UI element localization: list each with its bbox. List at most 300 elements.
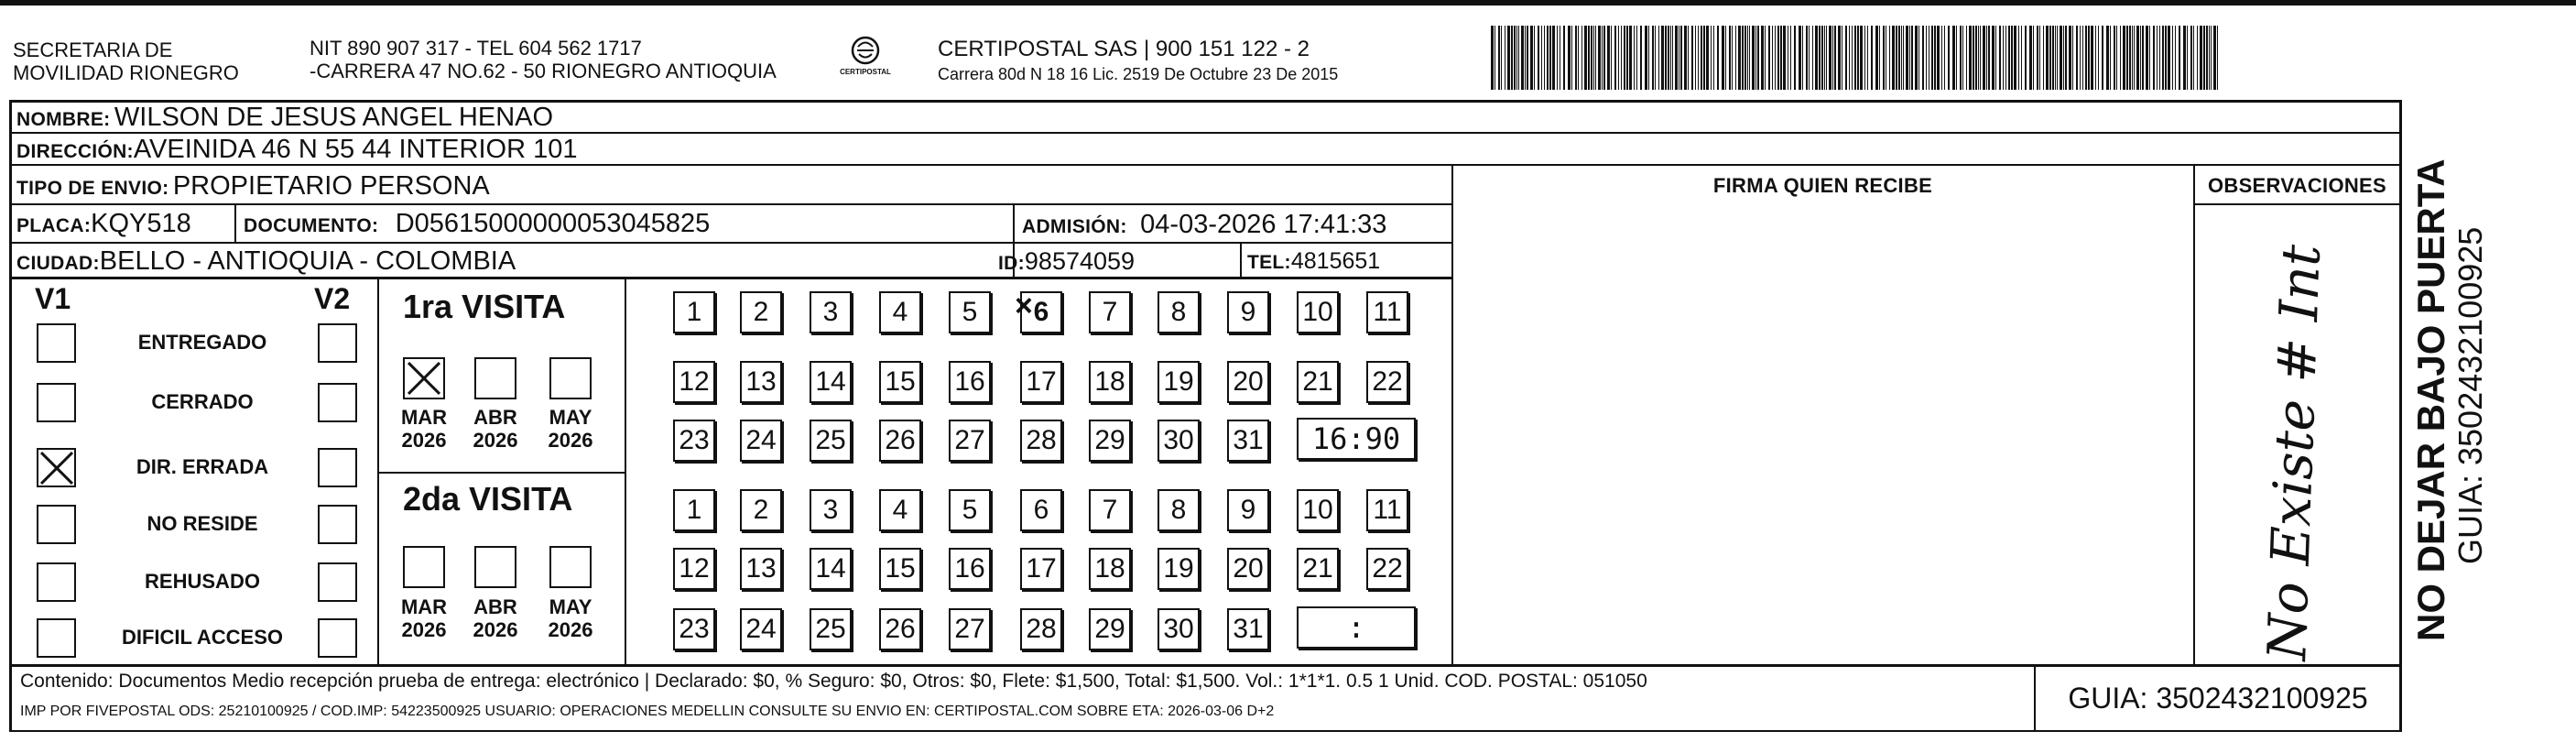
- day-number: 26: [885, 614, 916, 644]
- day-number: 13: [745, 366, 777, 397]
- barcode-bar: [1738, 26, 1741, 90]
- day-number: 3: [822, 495, 839, 525]
- barcode-bar: [1701, 26, 1702, 90]
- barcode-bar: [2200, 26, 2202, 90]
- id-label: ID:: [998, 253, 1025, 274]
- barcode-bar: [1931, 26, 1933, 90]
- month-sep-line: [625, 278, 626, 666]
- status-v2-checkbox[interactable]: [318, 323, 357, 363]
- visit2-day-box[interactable]: [1366, 548, 1408, 590]
- visit2-day-box[interactable]: [1020, 548, 1062, 590]
- visit1-day-box[interactable]: [810, 291, 852, 333]
- barcode-bar: [1755, 26, 1756, 90]
- barcode-bar: [1717, 26, 1719, 90]
- visit1-day-box[interactable]: [949, 291, 991, 333]
- address-label: DIRECCIÓN:: [16, 141, 134, 162]
- observations-left-line: [2193, 166, 2195, 666]
- status-label: DIFICIL ACCESO: [121, 626, 283, 649]
- barcode-bar: [2193, 26, 2194, 90]
- visit2-day-box[interactable]: [1089, 608, 1131, 650]
- visit1-day-box[interactable]: [673, 420, 715, 462]
- visit2-day-box[interactable]: [879, 608, 921, 650]
- status-v2-checkbox[interactable]: [318, 383, 357, 422]
- visit2-day-box[interactable]: [879, 489, 921, 531]
- box-bottom-line: [9, 730, 2401, 732]
- visit2-month-label: [538, 595, 603, 641]
- admission-label: ADMISIÓN:: [1022, 216, 1127, 237]
- status-v2-checkbox[interactable]: [318, 505, 357, 544]
- day-number: 7: [1102, 495, 1118, 525]
- visit1-day-box[interactable]: [810, 420, 852, 462]
- barcode-bar: [1960, 26, 1962, 90]
- visit2-month-checkbox[interactable]: [549, 546, 592, 588]
- barcode-bar: [2168, 26, 2170, 90]
- barcode-bar: [1898, 26, 1900, 90]
- visit2-day-box[interactable]: [1366, 489, 1408, 531]
- barcode-bar: [1584, 26, 1587, 90]
- barcode-bar: [1713, 26, 1714, 90]
- visit1-day-box[interactable]: [1297, 361, 1339, 403]
- barcode-bar: [2134, 26, 2135, 90]
- visit1-day-box[interactable]: [1227, 291, 1269, 333]
- visit2-day-box[interactable]: [740, 548, 782, 590]
- visit2-day-box[interactable]: [1158, 548, 1200, 590]
- barcode-bar: [1966, 26, 1967, 90]
- visit1-day-box[interactable]: [1089, 420, 1131, 462]
- barcode-bar: [2046, 26, 2049, 90]
- barcode-bar: [1824, 26, 1825, 90]
- day-number: 14: [815, 366, 846, 397]
- barcode-bar: [1557, 26, 1558, 90]
- barcode-bar: [2179, 26, 2180, 90]
- visit2-day-box[interactable]: [673, 608, 715, 650]
- plate-value: KQY518: [91, 209, 191, 238]
- barcode-bar: [1652, 26, 1654, 90]
- day-number: 5: [962, 297, 978, 327]
- visit2-day-box[interactable]: [949, 489, 991, 531]
- barcode-bar: [2159, 26, 2160, 90]
- top-border: [0, 0, 2576, 5]
- barcode-bar: [2029, 26, 2032, 90]
- visit1-day-box[interactable]: [1366, 361, 1408, 403]
- barcode-bar: [1670, 26, 1671, 90]
- barcode-bar: [1624, 26, 1625, 90]
- barcode-bar: [1790, 26, 1791, 90]
- barcode-bar: [1745, 26, 1746, 90]
- visit1-day-box[interactable]: [1158, 420, 1200, 462]
- barcode-bar: [2008, 26, 2010, 90]
- barcode-bar: [1812, 26, 1813, 90]
- day-number: 14: [815, 553, 846, 584]
- barcode-bar: [1725, 26, 1726, 90]
- barcode-bar: [2106, 26, 2109, 90]
- barcode-bar: [2209, 26, 2210, 90]
- barcode-bar: [1911, 26, 1913, 90]
- visit1-day-box[interactable]: [740, 420, 782, 462]
- visit1-day-box[interactable]: [1015, 289, 1062, 333]
- barcode-bar: [2018, 26, 2019, 90]
- barcode-bar: [1575, 26, 1577, 90]
- barcode-bar: [1934, 26, 1936, 90]
- visit1-day-box[interactable]: [673, 361, 715, 403]
- day-number: 18: [1094, 366, 1125, 397]
- visit2-day-box[interactable]: [1227, 489, 1269, 531]
- barcode-bar: [1821, 26, 1823, 90]
- barcode-bar: [1511, 26, 1513, 90]
- barcode-bar: [1698, 26, 1699, 90]
- barcode-bar: [1598, 26, 1601, 90]
- barcode-bar: [2085, 26, 2087, 90]
- month-name: MAY: [549, 406, 592, 429]
- visit1-day-box[interactable]: [1089, 361, 1131, 403]
- company-line: CERTIPOSTAL SAS | 900 151 122 - 2: [938, 37, 1310, 61]
- barcode-bar: [2014, 26, 2016, 90]
- barcode-bar: [1969, 26, 1972, 90]
- barcode-bar: [1867, 26, 1868, 90]
- barcode-bar: [1864, 26, 1865, 90]
- status-v1-checkbox[interactable]: [37, 383, 76, 422]
- plate-sep-line: [234, 205, 236, 244]
- barcode-bar: [1780, 26, 1782, 90]
- barcode-bar: [1777, 26, 1779, 90]
- status-label: ENTREGADO: [137, 331, 267, 354]
- barcode-bar: [1593, 26, 1594, 90]
- day-number: 28: [1026, 425, 1057, 455]
- barcode-bar: [1854, 26, 1856, 90]
- barcode-bar: [1645, 26, 1647, 90]
- side-guia: GUIA: 3502432100925: [2451, 226, 2489, 564]
- visit1-day-box[interactable]: [1158, 291, 1200, 333]
- day-number: 16: [954, 366, 985, 397]
- barcode-bar: [2140, 26, 2141, 90]
- visit1-day-box[interactable]: [1020, 420, 1062, 462]
- visit2-day-box[interactable]: [949, 548, 991, 590]
- status-v1-checkbox[interactable]: [37, 505, 76, 544]
- barcode-bar: [1834, 26, 1836, 90]
- barcode-bar: [1703, 26, 1705, 90]
- barcode-bar: [1602, 26, 1603, 90]
- visit2-day-box[interactable]: [1020, 489, 1062, 531]
- day-number: 5: [962, 495, 978, 525]
- city-row: [16, 246, 516, 281]
- visit2-day-box[interactable]: [1297, 548, 1339, 590]
- visit2-day-box[interactable]: [1158, 489, 1200, 531]
- barcode-bar: [1799, 26, 1801, 90]
- footer-content-line: Contenido: Documentos Medio recepción prueba de entrega: electrónico | Declarado: $0, % Seguro: $0, Otros: $0, Flete: $1,500, Total: $1,500. Vol.: 1*1*1. 0.5 1 Unid. COD. POSTAL: 051050: [20, 671, 1647, 692]
- barcode-bar: [2165, 26, 2167, 90]
- visit2-day-box[interactable]: [1158, 608, 1200, 650]
- barcode-bar: [2055, 26, 2056, 90]
- side-text: [2410, 73, 2489, 641]
- barcode-bar: [1806, 26, 1808, 90]
- barcode-bar: [1563, 26, 1565, 90]
- day-number: 6: [1033, 495, 1049, 525]
- visit2-day-box[interactable]: [1089, 548, 1131, 590]
- visit1-day-box[interactable]: [949, 420, 991, 462]
- day-number: 7: [1102, 297, 1118, 327]
- sender-line-2: MOVILIDAD RIONEGRO: [13, 61, 239, 84]
- barcode-bar: [2076, 26, 2078, 90]
- barcode-bar: [1581, 26, 1582, 90]
- document-row: [244, 208, 710, 244]
- barcode-bar: [1896, 26, 1897, 90]
- barcode-bar: [2114, 26, 2115, 90]
- sender-name: [13, 38, 239, 84]
- visit1-month-checkbox[interactable]: [549, 357, 592, 399]
- barcode-bar: [1621, 26, 1622, 90]
- barcode-bar: [1937, 26, 1940, 90]
- barcode-bar: [1892, 26, 1895, 90]
- barcode-bar: [1614, 26, 1616, 90]
- visit1-day-box[interactable]: [1089, 291, 1131, 333]
- barcode-bar: [1706, 26, 1709, 90]
- status-v1-checkbox[interactable]: [37, 448, 76, 487]
- signature-header: [1452, 170, 2193, 204]
- type-row: [16, 170, 490, 206]
- visit1-day-box[interactable]: [1227, 420, 1269, 462]
- barcode-bar: [1829, 26, 1831, 90]
- visit2-day-box[interactable]: [740, 608, 782, 650]
- visit2-day-box[interactable]: [1020, 608, 1062, 650]
- barcode-bar: [1903, 26, 1904, 90]
- barcode-bar: [1498, 26, 1500, 90]
- visit1-month-label: [463, 406, 527, 452]
- visit2-day-box[interactable]: [673, 489, 715, 531]
- barcode-bar: [1541, 26, 1542, 90]
- barcode-bar: [1871, 26, 1873, 90]
- barcode-bar: [1879, 26, 1880, 90]
- status-v2-checkbox[interactable]: [318, 562, 357, 602]
- day-number: 20: [1233, 553, 1264, 584]
- barcode-bar: [1629, 26, 1632, 90]
- barcode-bar: [1922, 26, 1924, 90]
- address-value: AVEINIDA 46 N 55 44 INTERIOR 101: [133, 135, 578, 164]
- barcode-bar: [1691, 26, 1693, 90]
- plate-label: PLACA:: [16, 215, 92, 236]
- day-number: 27: [954, 425, 985, 455]
- visit2-day-box[interactable]: [810, 489, 852, 531]
- day-number: 17: [1026, 553, 1057, 584]
- barcode-bar: [2183, 26, 2186, 90]
- day-number: 1: [686, 297, 702, 327]
- barcode-bar: [1530, 26, 1533, 90]
- day-number: 23: [679, 614, 710, 644]
- month-year: 2026: [473, 429, 518, 452]
- day-number: 11: [1373, 495, 1402, 525]
- day-number: 15: [885, 366, 916, 397]
- day-number: 30: [1163, 425, 1194, 455]
- barcode-bar: [1915, 26, 1918, 90]
- visit1-day-box[interactable]: [949, 361, 991, 403]
- name-value: WILSON DE JESUS ANGEL HENAO: [114, 103, 554, 132]
- handwritten-note: No Existe # Int: [2255, 243, 2332, 662]
- grid-bottom-line: [9, 664, 2401, 667]
- status-v1-checkbox[interactable]: [37, 618, 76, 658]
- visit2-time-box[interactable]: :: [1297, 606, 1416, 649]
- visit2-day-box[interactable]: [673, 548, 715, 590]
- day-number: 19: [1163, 366, 1194, 397]
- status-label: REHUSADO: [145, 570, 260, 593]
- barcode-bar: [1618, 26, 1619, 90]
- visit2-day-box[interactable]: [740, 489, 782, 531]
- visit1-month-checkbox[interactable]: [474, 357, 516, 399]
- visit1-day-box[interactable]: [673, 291, 715, 333]
- sender-line-1: SECRETARIA DE: [13, 38, 173, 61]
- admission-value: 04-03-2026 17:41:33: [1140, 210, 1387, 239]
- id-row: [998, 246, 1135, 281]
- day-number: 17: [1026, 366, 1057, 397]
- barcode-bar: [2098, 26, 2099, 90]
- barcode-bar: [1794, 26, 1796, 90]
- visit2-day-box[interactable]: [879, 548, 921, 590]
- barcode-bar: [2088, 26, 2090, 90]
- visit2-day-box[interactable]: [949, 608, 991, 650]
- barcode-bar: [1926, 26, 1927, 90]
- barcode-bar: [2157, 26, 2158, 90]
- visit1-day-box[interactable]: [1020, 361, 1062, 403]
- visit1-day-box[interactable]: [740, 291, 782, 333]
- barcode: [1491, 26, 2223, 90]
- sender-contact: [310, 37, 777, 82]
- month-year: 2026: [473, 618, 518, 641]
- barcode-bar: [1832, 26, 1833, 90]
- barcode-bar: [2187, 26, 2188, 90]
- barcode-bar: [1849, 26, 1850, 90]
- admission-row: [1022, 209, 1386, 245]
- visit2-day-box[interactable]: [810, 548, 852, 590]
- barcode-bar: [1668, 26, 1669, 90]
- barcode-bar: [1729, 26, 1731, 90]
- visit2-month-checkbox[interactable]: [474, 546, 516, 588]
- status-v2-checkbox[interactable]: [318, 618, 357, 658]
- barcode-bar: [2021, 26, 2022, 90]
- visit1-day-box[interactable]: [1297, 291, 1339, 333]
- status-label: NO RESIDE: [147, 512, 258, 535]
- barcode-bar: [2080, 26, 2081, 90]
- barcode-bar: [2003, 26, 2004, 90]
- visit2-day-box[interactable]: [1227, 548, 1269, 590]
- observations-header: [2194, 170, 2400, 204]
- visit2-day-box[interactable]: [810, 608, 852, 650]
- visit2-day-box[interactable]: [1297, 489, 1339, 531]
- name-label: NOMBRE:: [16, 109, 111, 130]
- doc-value: D05615000000053045825: [395, 209, 711, 238]
- barcode-bar: [2060, 26, 2062, 90]
- visit2-day-box[interactable]: [1227, 608, 1269, 650]
- visit2-month-checkbox[interactable]: [403, 546, 445, 588]
- day-number: 24: [745, 425, 777, 455]
- month-name: MAR: [400, 595, 448, 618]
- visit1-month-checkbox[interactable]: [403, 357, 445, 399]
- barcode-bar: [1995, 26, 1996, 90]
- barcode-bar: [1603, 26, 1605, 90]
- barcode-bar: [1962, 26, 1963, 90]
- barcode-bar: [2175, 26, 2176, 90]
- tel-sep-line: [1240, 244, 1242, 278]
- visit1-day-box[interactable]: [879, 291, 921, 333]
- day-number: 26: [885, 425, 916, 455]
- day-number: 21: [1302, 366, 1333, 397]
- day-number: 6: [1033, 297, 1049, 327]
- day-number: 24: [745, 614, 777, 644]
- barcode-bar: [1549, 26, 1551, 90]
- city-value: BELLO - ANTIOQUIA - COLOMBIA: [99, 246, 516, 276]
- barcode-bar: [1802, 26, 1803, 90]
- barcode-bar: [2162, 26, 2164, 90]
- barcode-bar: [2057, 26, 2058, 90]
- barcode-bar: [1491, 26, 1494, 90]
- day-number: 23: [679, 425, 710, 455]
- footer-print-line: IMP POR FIVEPOSTAL ODS: 25210100925 / COD.IMP: 54223500925 USUARIO: OPERACIONES MEDELLIN CONSULTE SU ENVIO EN: CERTIPOSTAL.COM SOBRE ETA: 2026-03-06 D+2: [20, 704, 1275, 719]
- name-row: [16, 102, 553, 137]
- barcode-bar: [1775, 26, 1776, 90]
- month-name: MAY: [549, 595, 592, 618]
- status-v1-checkbox[interactable]: [37, 323, 76, 363]
- barcode-bar: [2011, 26, 2013, 90]
- barcode-bar: [1648, 26, 1649, 90]
- visit1-day-box[interactable]: [879, 361, 921, 403]
- barcode-bar: [2146, 26, 2148, 90]
- barcode-bar: [1752, 26, 1755, 90]
- visit2-day-box[interactable]: [1089, 489, 1131, 531]
- visit1-day-box[interactable]: [1366, 291, 1408, 333]
- box-left-line: [9, 100, 12, 732]
- visit1-month-label: [392, 406, 456, 452]
- barcode-bar: [2206, 26, 2208, 90]
- barcode-bar: [1544, 26, 1545, 90]
- barcode-bar: [1973, 26, 1974, 90]
- barcode-bar: [2072, 26, 2073, 90]
- day-mark-icon: ×: [1015, 289, 1033, 323]
- visit1-time-box[interactable]: 16:90: [1297, 418, 1416, 460]
- barcode-bar: [2039, 26, 2040, 90]
- barcode-bar: [1521, 26, 1524, 90]
- barcode-bar: [1875, 26, 1878, 90]
- status-v1-checkbox[interactable]: [37, 562, 76, 602]
- barcode-bar: [2172, 26, 2173, 90]
- visit1-day-box[interactable]: [1227, 361, 1269, 403]
- day-number: 16: [954, 553, 985, 584]
- day-number: 11: [1373, 297, 1402, 327]
- day-number: 19: [1163, 553, 1194, 584]
- barcode-bar: [1944, 26, 1945, 90]
- barcode-bar: [1547, 26, 1549, 90]
- status-v2-checkbox[interactable]: [318, 448, 357, 487]
- barcode-bar: [1527, 26, 1528, 90]
- day-number: 22: [1372, 366, 1403, 397]
- barcode-bar: [1732, 26, 1733, 90]
- barcode-bar: [2091, 26, 2093, 90]
- visit1-day-box[interactable]: [810, 361, 852, 403]
- barcode-bar: [1948, 26, 1950, 90]
- barcode-bar: [2063, 26, 2064, 90]
- barcode-bar: [1883, 26, 1885, 90]
- visit1-day-box[interactable]: [1158, 361, 1200, 403]
- barcode-bar: [1665, 26, 1667, 90]
- visit1-day-box[interactable]: [879, 420, 921, 462]
- visit1-day-box[interactable]: [740, 361, 782, 403]
- barcode-bar: [2037, 26, 2038, 90]
- signature-left-line: [1451, 166, 1453, 666]
- day-number: 25: [815, 425, 846, 455]
- address-row: [16, 134, 577, 169]
- barcode-bar: [1809, 26, 1810, 90]
- barcode-bar: [1852, 26, 1853, 90]
- barcode-bar: [1889, 26, 1890, 90]
- barcode-bar: [1675, 26, 1678, 90]
- v1-label: V1: [35, 282, 71, 315]
- day-number: 10: [1302, 297, 1333, 327]
